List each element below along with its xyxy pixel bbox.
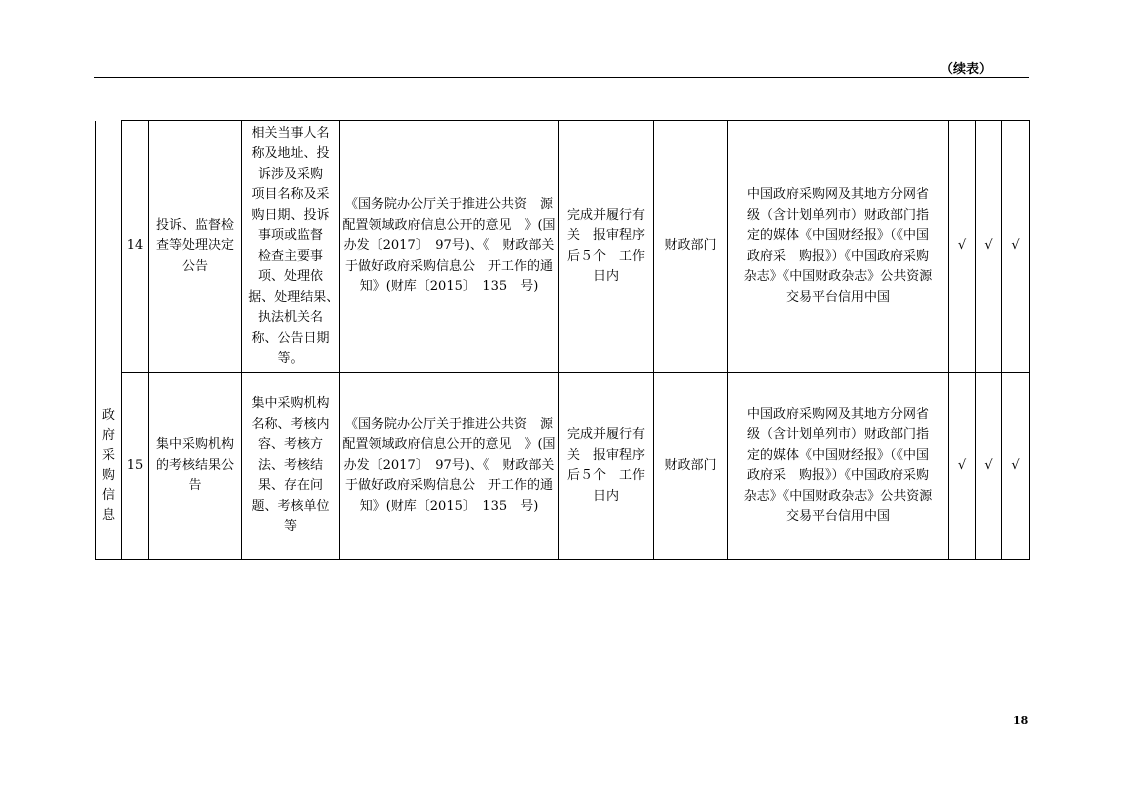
disclosure-item: 集中采购机构 的考核结果公 告: [149, 373, 242, 560]
check-mark: √: [949, 373, 976, 560]
check-mark: √: [976, 121, 1002, 373]
disclosure-content: 相关当事人名称及地址、投诉涉及采购 项目名称及采购日期、投诉事项或监督 检查主要事项、处理依据、处理结果、 执法机关名称、公告日期等。: [242, 121, 340, 373]
category-cell: [96, 121, 122, 373]
disclosure-basis: 《国务院办公厅关于推进公共资 源配置领域政府信息公开的意见 》(国办发〔2017〕 97号)、《 财政部关于做好政府采购信息公 开工作的通知》(财库〔2015〕 135 号): [340, 373, 559, 560]
disclosure-item: 投诉、监督检 查等处理决定 公告: [149, 121, 242, 373]
check-mark: √: [1002, 121, 1030, 373]
disclosure-basis: 《国务院办公厅关于推进公共资 源配置领域政府信息公开的意见 》(国办发〔2017〕 97号)、《 财政部关于做好政府采购信息公 开工作的通知》(财库〔2015〕 135 号): [340, 121, 559, 373]
disclosure-table: [95, 120, 1030, 560]
category-cell: [96, 373, 122, 560]
item-number: 15: [122, 373, 149, 560]
disclosure-subject: 财政部门: [654, 121, 728, 373]
check-mark: √: [976, 373, 1002, 560]
page-number: 18: [1013, 714, 1029, 727]
item-number: 14: [122, 121, 149, 373]
check-mark: √: [949, 121, 976, 373]
disclosure-content: 集中采购机构名称、考核内容、考核方 法、考核结果、存在问题、考核单位等: [242, 373, 340, 560]
disclosure-channel: 中国政府采购网及其地方分网省级（含计划单列市）财政部门指定的媒体《中国财经报》（《中国政府采 购报》）《中国政府采购杂志》《中国财政杂志》公共资源交易平台信用中国: [728, 121, 949, 373]
category-label: 政府采购信息: [101, 407, 115, 523]
disclosure-channel: 中国政府采购网及其地方分网省级（含计划单列市）财政部门指定的媒体《中国财经报》（《中国政府采 购报》）《中国政府采购杂志》《中国财政杂志》公共资源交易平台信用中国: [728, 373, 949, 560]
table-row: [96, 121, 1030, 373]
disclosure-time-limit: 完成并履行有关 报审程序后５个 工作日内: [559, 373, 654, 560]
continued-table-label: （续表）: [940, 62, 993, 77]
disclosure-subject: 财政部门: [654, 373, 728, 560]
table-row: [96, 373, 1030, 560]
disclosure-time-limit: 完成并履行有关 报审程序后５个 工作日内: [559, 121, 654, 373]
check-mark: √: [1002, 373, 1030, 560]
header-rule: [94, 77, 1029, 78]
